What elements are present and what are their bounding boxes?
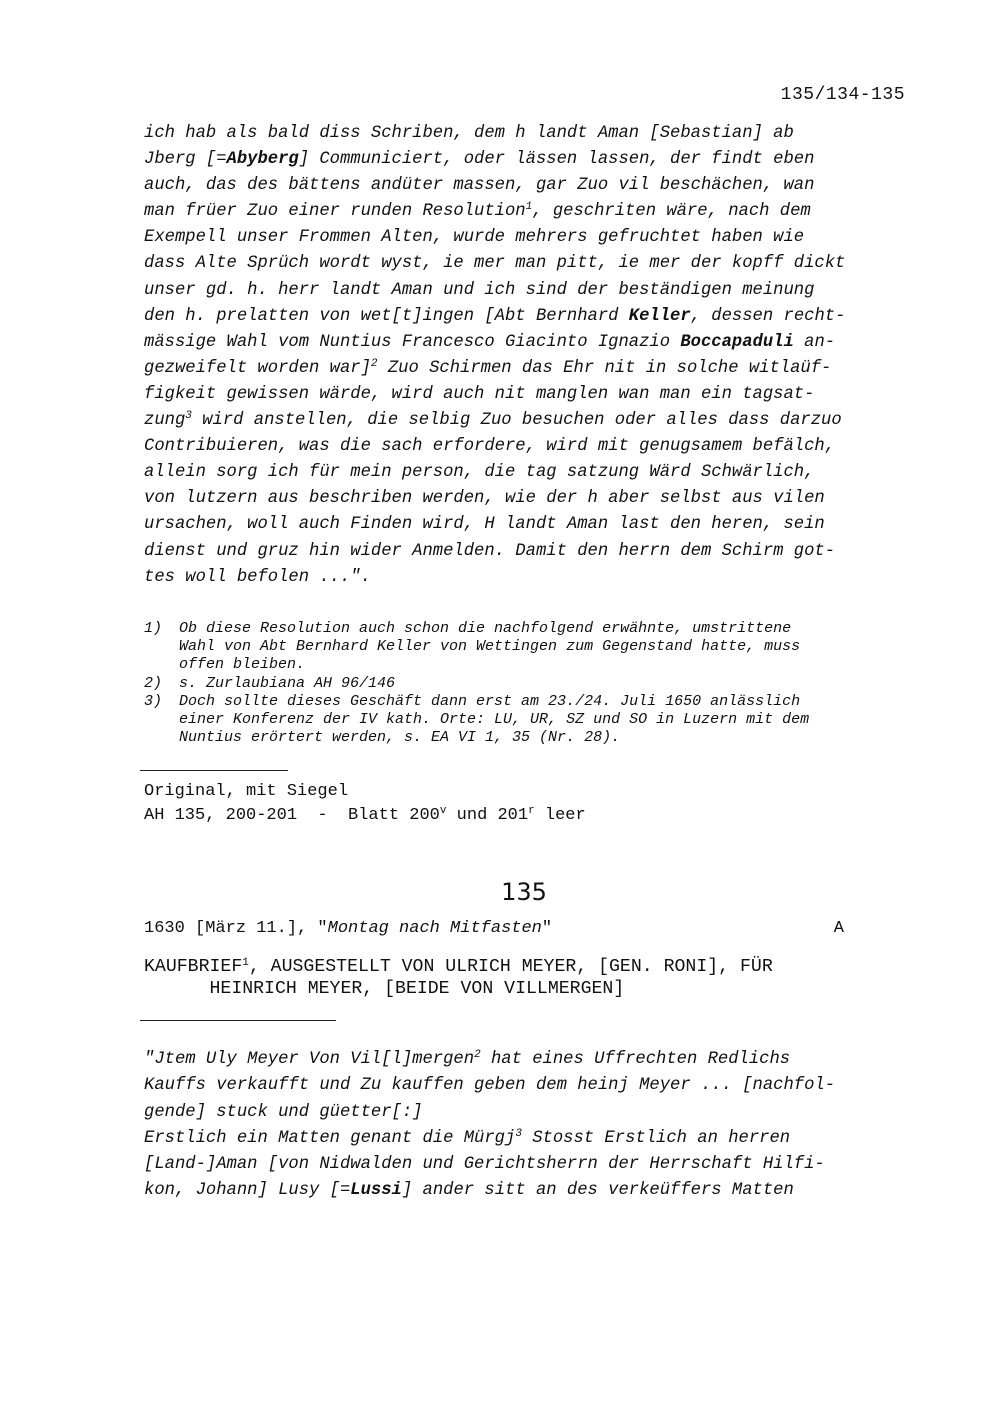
body-text-line: dass Alte Sprüch wordt wyst, ie mer man pitt, ie mer der kopff dickt	[144, 254, 846, 274]
body-text-line: Jberg [=Abyberg] Communiciert, oder lässen lassen, der findt eben	[144, 150, 815, 170]
letter-body-text	[144, 121, 904, 591]
body-text-line: allein sorg ich für mein person, die tag satzung Wärd Schwärlich,	[144, 463, 815, 483]
body-text-line: von lutzern aus beschriben werden, wie der h aber selbst aus vilen	[144, 489, 825, 509]
document-number: 135	[501, 878, 547, 906]
source-note	[144, 780, 904, 828]
body-text-line: ich hab als bald diss Schriben, dem h landt Aman [Sebastian] ab	[144, 124, 794, 143]
body-text-line: dienst und gruz hin wider Anmelden. Damit den herrn dem Schirm got-	[144, 541, 836, 561]
footnote-text: s. Zurlaubiana AH 96/146	[179, 674, 396, 692]
quote-text-line: [Land-]Aman [von Nidwalden und Gerichtsherrn der Herrschaft Hilfi-	[144, 1155, 825, 1175]
quoted-deed-text	[144, 1047, 904, 1205]
date-line: 1630 [März 11.], "Montag nach Mitfasten" A	[144, 919, 844, 938]
body-text-line: ursachen, woll auch Finden wird, H landt Aman last den heren, sein	[144, 515, 825, 535]
footnote	[144, 675, 904, 693]
footnote	[144, 693, 904, 748]
body-text-line: mässige Wahl vom Nuntius Francesco Giacinto Ignazio Boccapaduli an-	[144, 332, 836, 352]
page-number: 135/134-135	[780, 85, 905, 105]
quote-text-line: Erstlich ein Matten genant die Mürgj$^3$ Stosst Erstlich an herren	[144, 1127, 791, 1148]
body-text-line: den h. prelatten von wet[t]ingen [Abt Bernhard Keller, dessen recht-	[144, 306, 846, 326]
body-text-line: gezweifelt worden war]$^2$ Zuo Schirmen das Ehr nit in solche witlaüf-	[144, 357, 832, 378]
body-text-line: Exempell unser Frommen Alten, wurde mehrers gefruchtet haben wie	[144, 228, 805, 248]
footnote-text: Ob diese Resolution auch schon die nachfolgend erwähnte, umstrittene Wahl von Abt Bernhard Keller von Wettingen zum Gegenstand hatte, muss offen bleiben.	[179, 620, 801, 674]
source-line-1: Original, mit Siegel	[144, 782, 349, 801]
footnote-text: Doch sollte dieses Geschäft dann erst am 23./24. Juli 1650 anlässlich einer Konferenz der IV kath. Orte: LU, UR, SZ und SO in Luzern mit dem Nuntius erörtert werden, s. EA VI 1, 35 (Nr. 28).	[179, 692, 810, 747]
document-title: KAUFBRIEF$^1$, AUSGESTELLT VON ULRICH MEYER, [GEN. RONI], FÜR HEINRICH MEYER, [BEIDE VON VILLMERGEN]	[144, 956, 773, 999]
document-type-letter: A	[833, 919, 844, 938]
footnote-number: 2)	[144, 674, 163, 692]
title-divider	[140, 1020, 336, 1021]
body-text-line: figkeit gewissen wärde, wird auch nit manglen wan man ein tagsat-	[144, 384, 815, 404]
body-text-line: man früer Zuo einer runden Resolution$^1$, geschriten wäre, nach dem	[144, 201, 811, 222]
footnote	[144, 620, 904, 675]
quote-text-line: "Jtem Uly Meyer Von Vil[l]mergen$^2$ hat eines Uffrechten Redlichs	[144, 1048, 791, 1069]
source-line-2: AH 135, 200-201 - Blatt 200$^v$ und 201$^r$ leer	[144, 804, 586, 825]
footnote-number: 1)	[144, 620, 163, 637]
footnotes	[144, 620, 904, 747]
body-text-line: zung$^3$ wird anstellen, die selbig Zuo besuchen oder alles dass darzuo	[144, 409, 842, 431]
body-text-line: auch, das des bättens andüter massen, gar Zuo vil beschächen, wan	[144, 176, 815, 196]
footnote-number: 3)	[144, 692, 163, 710]
source-divider	[140, 770, 288, 771]
quote-text-line: Kauffs verkaufft und Zu kauffen geben dem heinj Meyer ... [nachfol-	[144, 1076, 836, 1096]
body-text-line: Contribuieren, was die sach erfordere, wird mit genugsamem befälch,	[144, 437, 836, 457]
quote-text-line: gende] stuck und güetter[:]	[144, 1102, 423, 1122]
body-text-line: tes woll befolen ...".	[144, 567, 371, 587]
body-text-line: unser gd. h. herr landt Aman und ich sind der beständigen meinung	[144, 280, 815, 300]
quote-text-line: kon, Johann] Lusy [=Lussi] ander sitt an des verkeüffers Matten	[144, 1181, 794, 1201]
